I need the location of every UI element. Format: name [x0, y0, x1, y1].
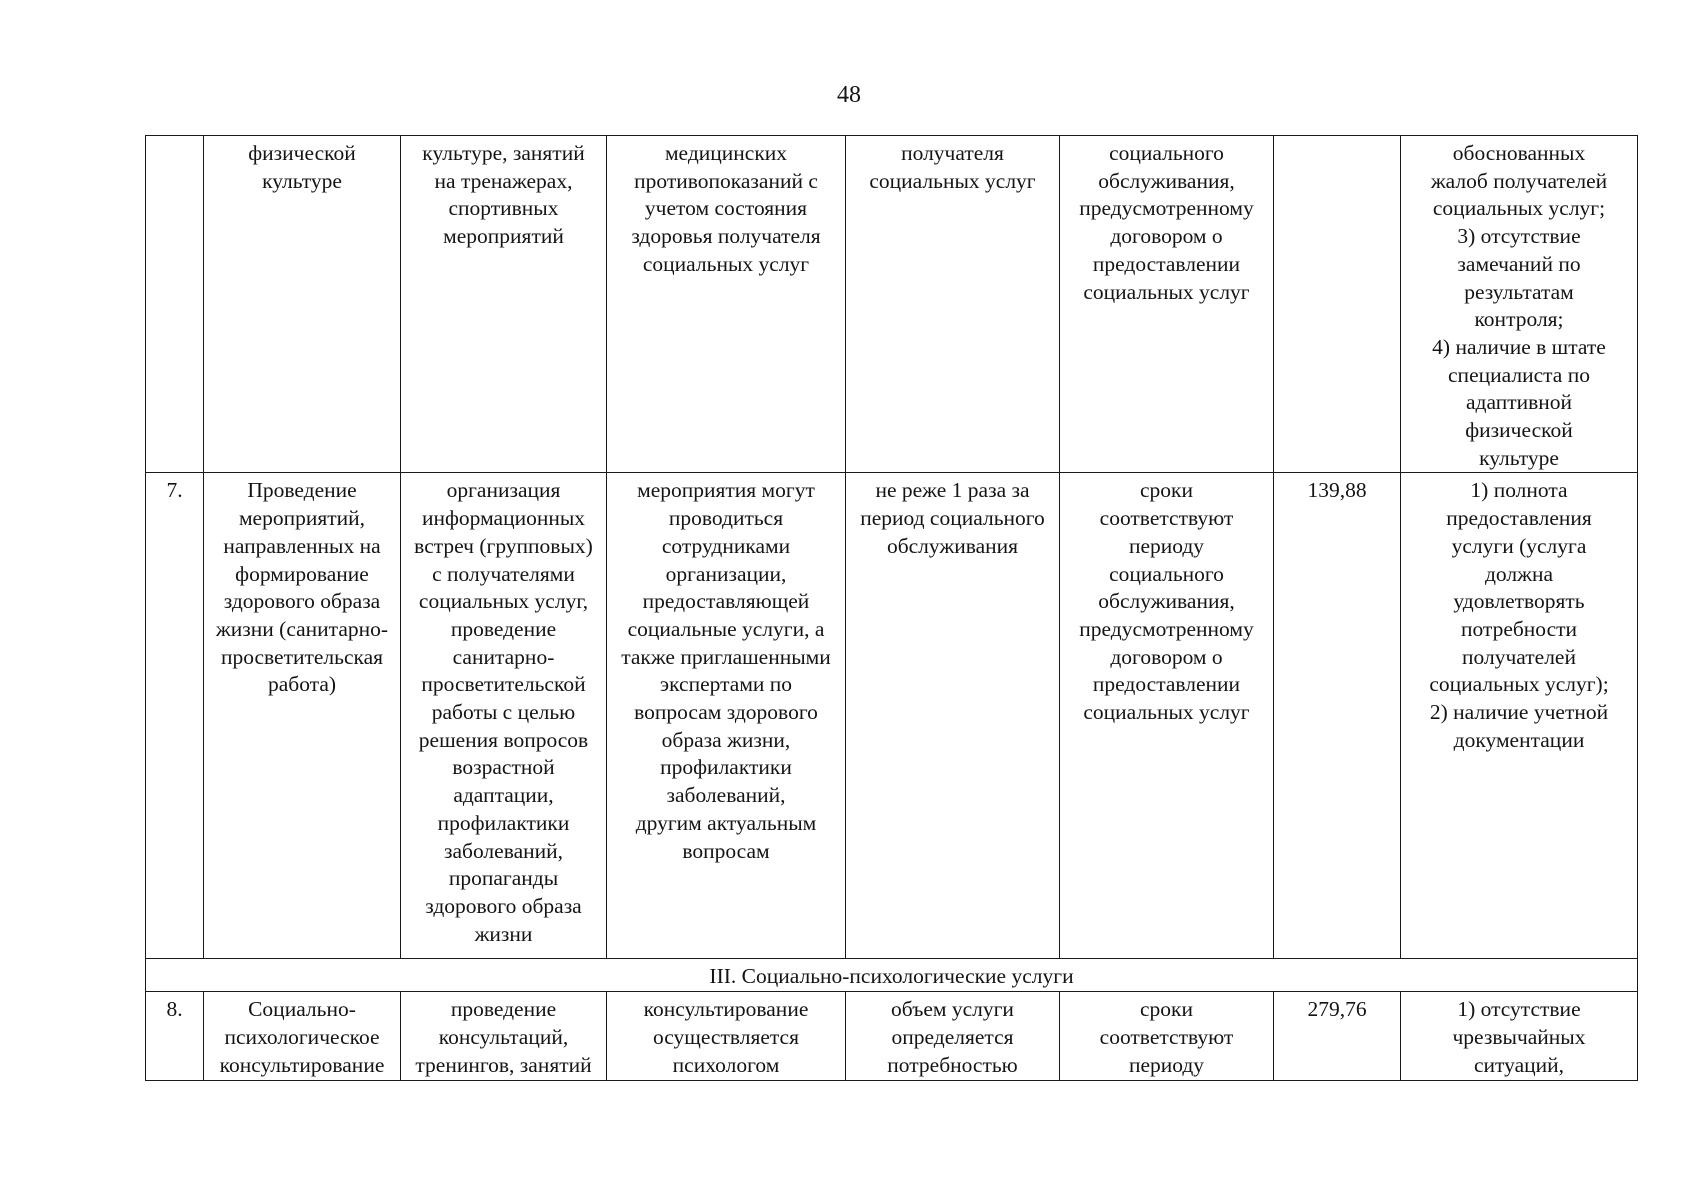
cell-text-line: пропаганды [448, 866, 559, 891]
cell-text-line: периоду [1128, 1052, 1205, 1077]
cell-service-name [204, 136, 401, 473]
cell-text-line: здорового образа [223, 589, 381, 614]
cell-text-line: проводиться [668, 506, 784, 531]
cell-text-line: психологом [672, 1052, 780, 1077]
cell-text-line: обслуживания, [1098, 168, 1235, 193]
cell-text-line: потребности [1460, 616, 1578, 641]
cell-text-line: 2) наличие учетной [1429, 700, 1609, 725]
cell-text-line: предусмотренному [1079, 616, 1254, 641]
cell-text-line: 4) наличие в штате [1432, 334, 1606, 359]
cell-quality-indicators [1401, 473, 1638, 959]
cell-text-line: физической [1465, 418, 1573, 443]
cell-number: 7. [146, 473, 204, 959]
cell-text-line: санитарно- [452, 644, 555, 669]
cell-text-line: формирование [235, 561, 369, 586]
cell-text-line: специалиста по [1448, 362, 1590, 387]
cell-text-line: ситуаций, [1473, 1052, 1565, 1077]
cell-text-line: информационных [421, 506, 586, 531]
services-table [145, 135, 1638, 1081]
cell-text-line: спортивных [448, 196, 559, 221]
cell-service-volume [846, 473, 1060, 959]
cell-text-line: сроки [1140, 478, 1193, 503]
cell-text-line: социальных услуг [642, 251, 810, 276]
cell-text-line: Социально- [248, 997, 356, 1022]
cell-text-line: направленных на [223, 533, 381, 558]
cell-service-name [204, 473, 401, 959]
cell-text-line: социальных услуг, [418, 589, 589, 614]
cell-text-line: медицинских [664, 141, 788, 165]
cell-text-line: возрастной [452, 755, 555, 780]
service-row-7 [146, 473, 1638, 959]
cell-text-line: жизни (санитарно- [215, 616, 389, 641]
cell-text-line: адаптации, [453, 783, 554, 808]
cell-text-line: жалоб получателей [1430, 168, 1608, 193]
cell-text-line: мероприятий, [238, 506, 366, 531]
cell-text-line: договором о [1110, 644, 1223, 669]
continuation-row [146, 136, 1638, 473]
cell-text-line: с получателями [432, 561, 575, 586]
cell-text-line: 1) полнота [1470, 478, 1568, 503]
cell-text-line: консультирование [219, 1052, 385, 1077]
cell-text-line: проведение [450, 616, 557, 641]
cell-service-description [401, 136, 607, 473]
cell-quality-indicators [1401, 136, 1638, 473]
cell-text-line: консультаций, [438, 1025, 569, 1050]
cell-text-line: период социального [860, 506, 1045, 531]
cell-service-volume [846, 136, 1060, 473]
cell-text-line: осуществляется [653, 1025, 799, 1050]
cell-text-line: учетом состояния [644, 196, 808, 221]
cell-text-line: жизни [474, 921, 533, 946]
cell-text-line: не реже 1 раза за [875, 478, 1030, 503]
cell-text-line: обоснованных [1452, 141, 1586, 165]
cell-text-line: должна [1484, 561, 1554, 586]
cell-quality-indicators [1401, 992, 1638, 1080]
cell-text-line: определяется [891, 1025, 1014, 1050]
cell-text-line: работа) [267, 672, 337, 697]
cell-text-line: предусмотренному [1079, 196, 1254, 221]
cell-text-line: заболеваний, [443, 838, 564, 863]
cell-text-line: социальных услуг [1083, 700, 1250, 725]
cell-text-line: решения вопросов [418, 727, 589, 752]
cell-text-line: удовлетворять [1453, 589, 1585, 614]
cell-text-line: здорового образа [425, 893, 582, 918]
cell-service-terms [1060, 136, 1274, 473]
cell-text-line: Проведение [247, 478, 357, 503]
cell-service-terms [1060, 473, 1274, 959]
cell-tariff: 279,76 [1274, 992, 1401, 1080]
cell-service-description [401, 992, 607, 1080]
cell-text-line: социального [1109, 561, 1224, 586]
cell-text-line: заболеваний, [666, 783, 786, 808]
cell-text-line: 3) отсутствие [1457, 224, 1581, 249]
cell-text-line: проведение [450, 997, 557, 1022]
cell-text-line: предоставлении [1092, 672, 1241, 697]
cell-text-line: организация [446, 478, 561, 503]
cell-text-line: сотрудниками [661, 533, 791, 558]
cell-text-line: результатам [1464, 279, 1574, 304]
cell-text-line: профилактики [437, 810, 570, 835]
cell-text-line: консультирование [643, 997, 809, 1022]
page-number: 48 [837, 82, 861, 108]
cell-text-line: контроля; [1474, 307, 1564, 332]
cell-text-line: противопоказаний с [634, 168, 818, 193]
cell-service-terms [1060, 992, 1274, 1080]
cell-text-line: сроки [1140, 997, 1193, 1022]
cell-text-line: предоставления [1446, 506, 1592, 531]
cell-text-line: мероприятия могут [637, 478, 815, 503]
cell-text-line: здоровья получателя [631, 224, 821, 249]
cell-text-line: документации [1453, 727, 1585, 752]
cell-text-line: социального [1109, 141, 1224, 165]
cell-text-line: работы с целью [431, 700, 576, 725]
cell-service-conditions [607, 136, 846, 473]
cell-service-conditions [607, 992, 846, 1080]
cell-number: 8. [146, 992, 204, 1080]
cell-service-conditions [607, 473, 846, 959]
cell-service-description [401, 473, 607, 959]
cell-text-line: социальные услуги, а [627, 616, 825, 641]
cell-text-line: тренингов, занятий [415, 1052, 592, 1077]
cell-text-line: социальных услуг [1083, 279, 1250, 304]
cell-text-line: вопросам здорового [634, 700, 818, 725]
cell-text-line: периоду [1128, 533, 1205, 558]
cell-text-line: также приглашенными [621, 644, 831, 669]
cell-text-line: получателя [901, 141, 1004, 165]
cell-number [146, 136, 204, 473]
cell-text-line: потребностью [887, 1052, 1018, 1077]
cell-text-line: договором о [1110, 224, 1223, 249]
cell-text-line: адаптивной [1465, 390, 1573, 415]
cell-text-line: 1) отсутствие [1457, 997, 1581, 1022]
cell-text-line: обслуживания, [1098, 589, 1235, 614]
cell-text-line: образа жизни, [661, 727, 791, 752]
cell-text-line: мероприятий [443, 224, 564, 249]
service-row-8 [146, 992, 1638, 1080]
cell-text-line: профилактики [660, 755, 792, 780]
cell-text-line: культуре [1479, 445, 1559, 470]
cell-service-name [204, 992, 401, 1080]
section-heading-row [146, 959, 1638, 992]
cell-text-line: вопросам [682, 838, 770, 863]
cell-text-line: организации, [665, 561, 787, 586]
cell-service-volume [846, 992, 1060, 1080]
cell-text-line: социальных услуг; [1432, 196, 1606, 221]
cell-text-line: предоставляющей [642, 589, 810, 614]
cell-text-line: чрезвычайных [1452, 1025, 1586, 1050]
cell-text-line: физической [248, 141, 356, 165]
cell-tariff: 139,88 [1274, 473, 1401, 959]
cell-text-line: культуре [262, 168, 342, 193]
cell-text-line: культуре, занятий [422, 141, 585, 165]
cell-text-line: на тренажерах, [434, 168, 573, 193]
cell-text-line: другим актуальным [635, 810, 817, 835]
cell-tariff [1274, 136, 1401, 473]
cell-text-line: соответствуют [1099, 1025, 1234, 1050]
cell-text-line: обслуживания [886, 533, 1019, 558]
cell-text-line: просветительской [421, 672, 586, 697]
cell-text-line: соответствуют [1099, 506, 1234, 531]
cell-text-line: просветительская [220, 644, 384, 669]
cell-text-line: встреч (групповых) [414, 533, 593, 558]
cell-text-line: предоставлении [1092, 251, 1241, 276]
cell-text-line: экспертами по [659, 672, 793, 697]
cell-text-line: получателей [1462, 644, 1576, 669]
section-heading: III. Социально-психологические услуги [146, 959, 1638, 992]
cell-text-line: психологическое [224, 1025, 380, 1050]
cell-text-line: замечаний по [1457, 251, 1581, 276]
cell-text-line: социальных услуг); [1429, 672, 1609, 697]
cell-text-line: социальных услуг [869, 168, 1036, 193]
cell-text-line: услуги (услуга [1451, 533, 1587, 558]
cell-text-line: объем услуги [891, 997, 1014, 1022]
